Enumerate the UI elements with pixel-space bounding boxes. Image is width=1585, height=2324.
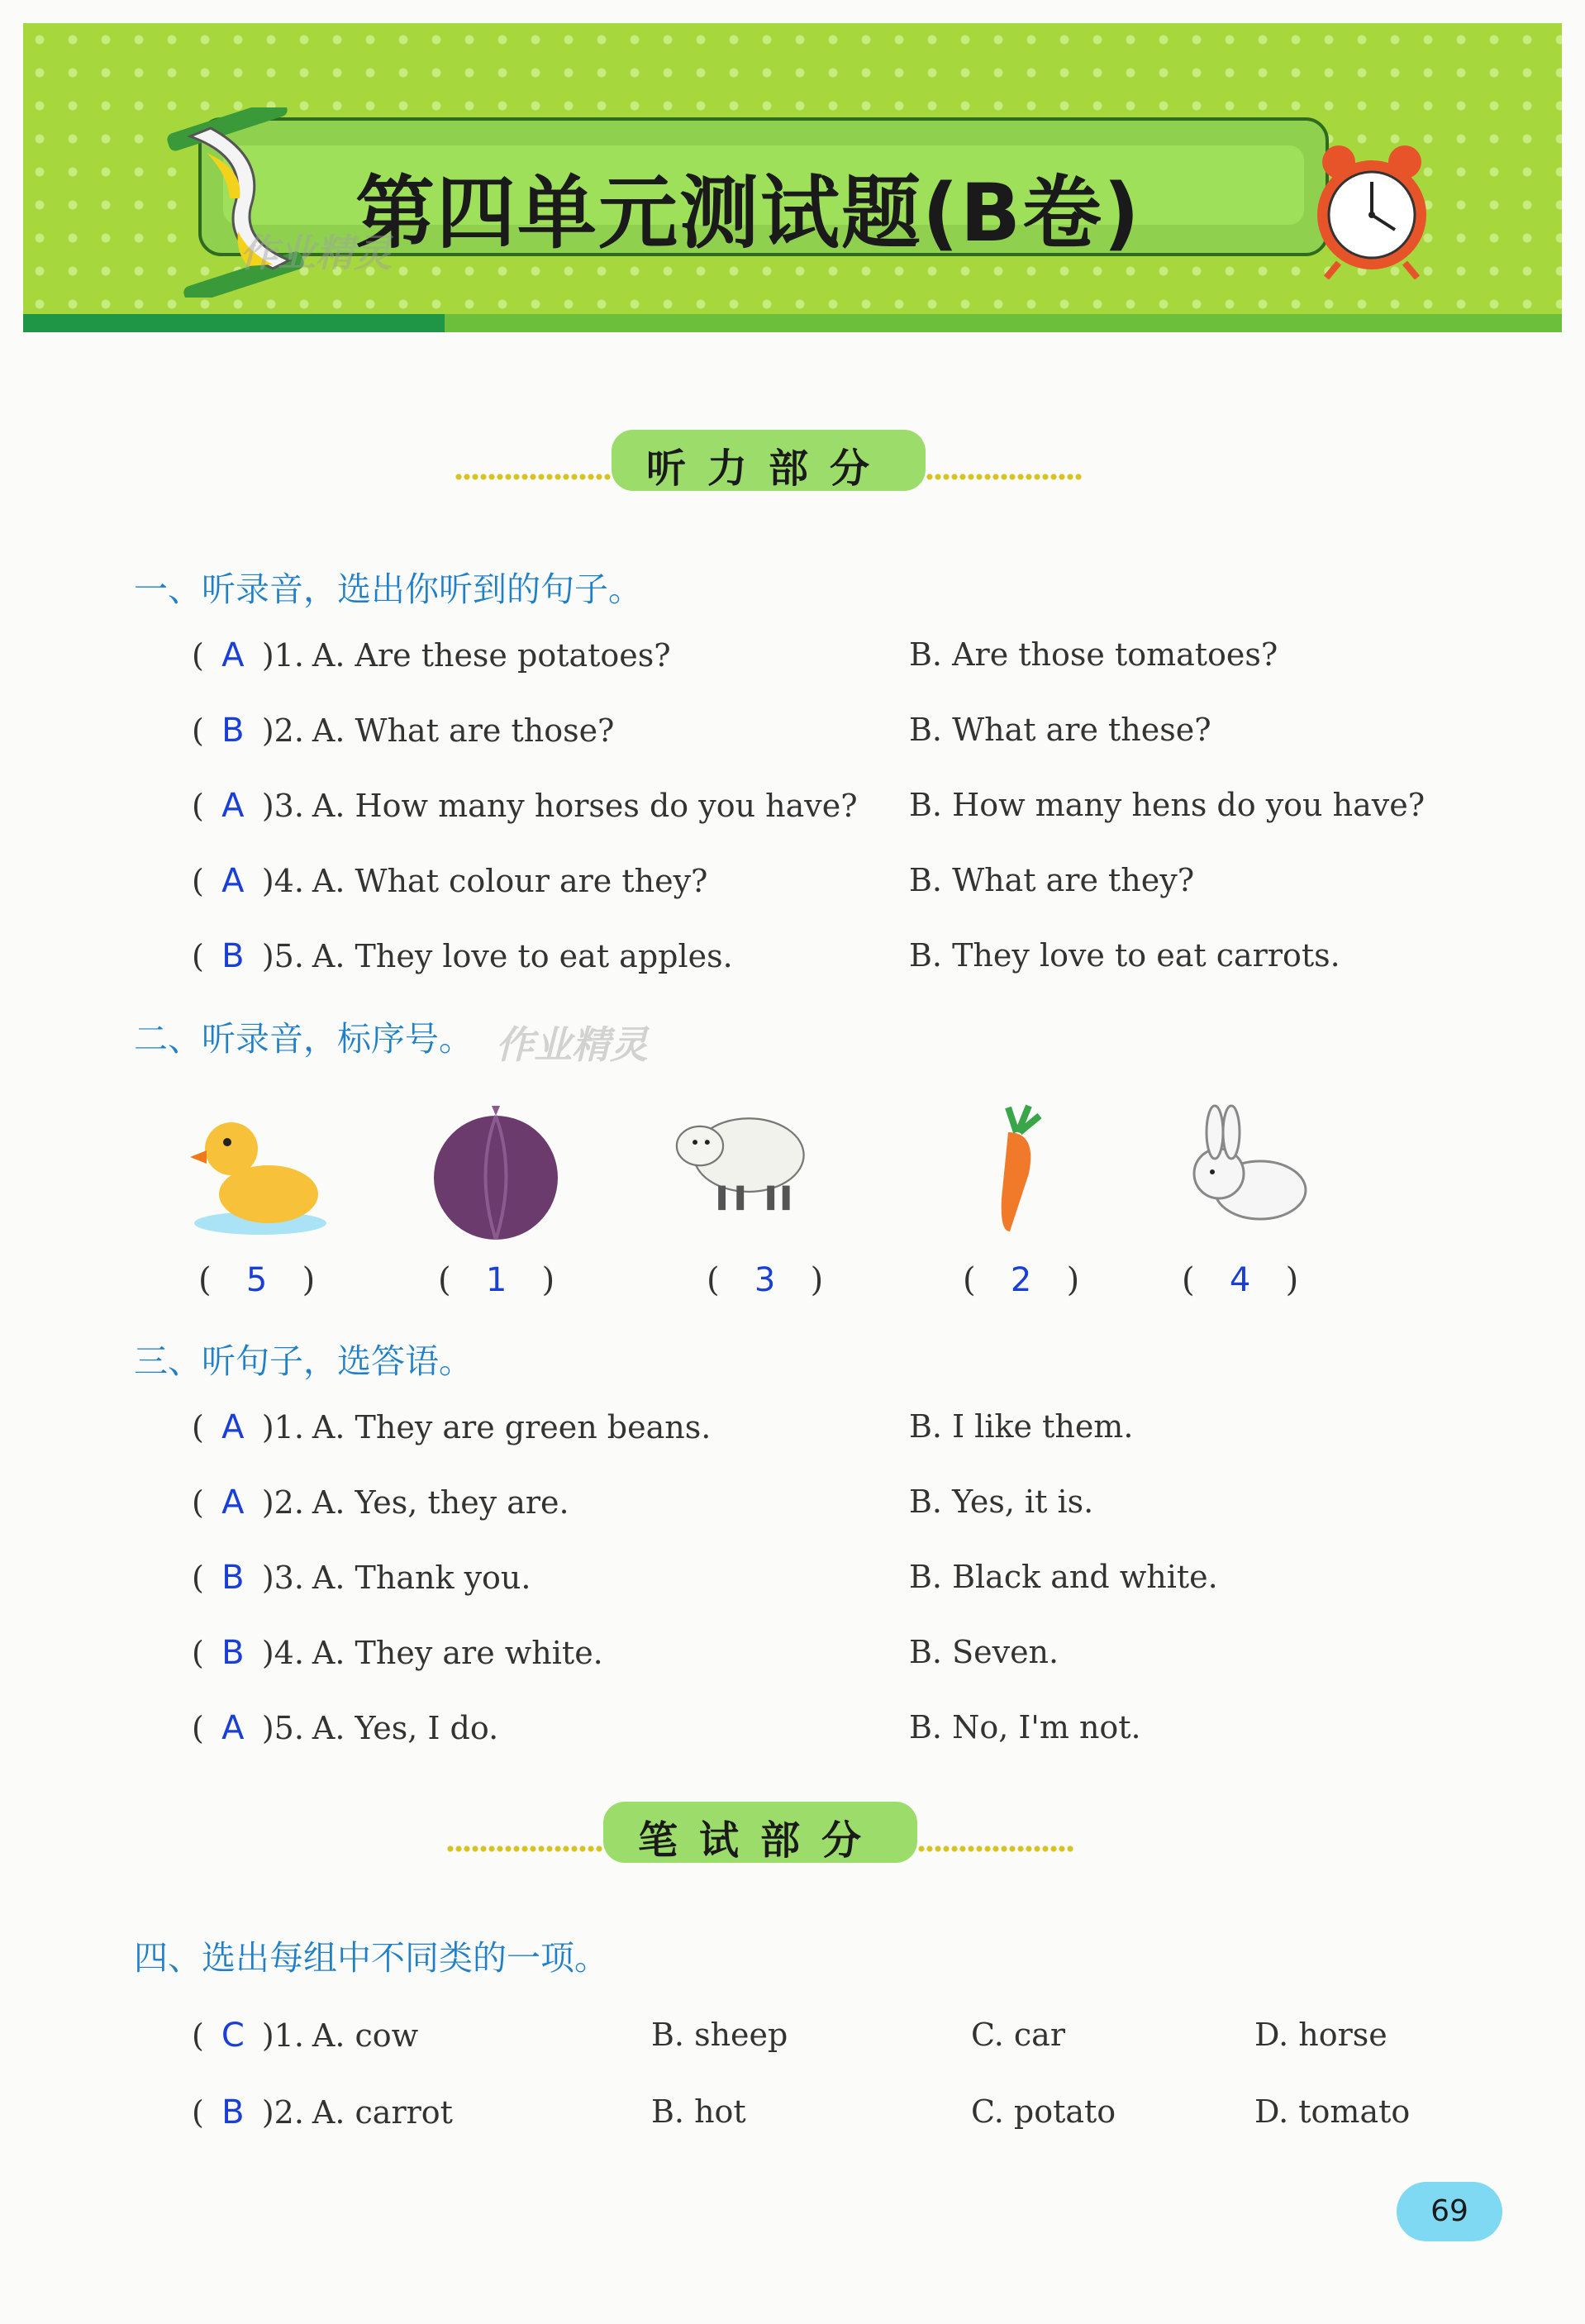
option-a: A. Thank you. [312, 1560, 531, 1596]
writing-banner-label: 笔试部分 [637, 1817, 883, 1864]
option-a: A. They love to eat apples. [312, 938, 733, 974]
answer-number: 3 [754, 1261, 776, 1299]
option-b: B. Are those tomatoes? [909, 636, 1278, 673]
question-number: 4. [274, 1635, 304, 1671]
option-b: B. Yes, it is. [909, 1483, 1094, 1520]
option-c-cell [971, 2017, 1065, 2053]
answer-choice: A [221, 1709, 245, 1747]
answer-choice: C [221, 2017, 245, 2055]
answer-choice: A [221, 787, 245, 825]
option-a: A. carrot [312, 2094, 453, 2131]
question-row: ( A )1. A. Are these potatoes? [192, 636, 671, 674]
sheep-icon [669, 1091, 810, 1231]
option-d: D. horse [1254, 2017, 1387, 2053]
option-b-cell [909, 1559, 1218, 1595]
option-b-cell [909, 712, 1211, 748]
question-row: ( A )5. A. Yes, I do. [192, 1709, 499, 1747]
question-row: ( B )4. A. They are white. [192, 1634, 603, 1672]
question-row: ( B )2. A. What are those? [192, 712, 615, 750]
question-number: 5. [274, 938, 304, 974]
option-b: B. They love to eat carrots. [909, 937, 1340, 974]
option-a: A. Yes, I do. [312, 1710, 499, 1746]
listening-banner-label: 听力部分 [645, 445, 891, 492]
option-a: A. What colour are they? [312, 863, 708, 899]
answer-choice: A [221, 1483, 245, 1522]
watermark: 作业精灵 [496, 1022, 648, 1067]
alarm-clock-icon [1306, 139, 1438, 279]
option-a: A. How many horses do you have? [312, 788, 858, 824]
answer-choice: B [221, 1559, 245, 1597]
question-number: 1. [274, 1409, 304, 1445]
answer-choice: A [221, 862, 245, 900]
question-number: 3. [274, 1560, 304, 1596]
option-b-cell [909, 1709, 1141, 1745]
question-number: 2. [274, 1484, 304, 1521]
question-number: 4. [274, 863, 304, 899]
option-b: B. hot [651, 2093, 746, 2130]
carrot-icon [950, 1099, 1091, 1240]
rabbit-icon [1178, 1099, 1318, 1240]
option-c: C. car [971, 2017, 1065, 2053]
question-row: ( B )2. A. carrot [192, 2093, 453, 2131]
question-row: ( C )1. A. cow [192, 2017, 419, 2055]
option-b-cell [909, 787, 1425, 823]
answer-number: 5 [245, 1261, 268, 1299]
option-b: B. What are they? [909, 862, 1195, 898]
option-d-cell [1254, 2093, 1410, 2130]
option-b-cell [909, 862, 1194, 898]
answer-choice: B [221, 2093, 245, 2131]
answer-choice: A [221, 636, 245, 674]
option-c-cell [971, 2093, 1116, 2130]
option-b-cell [909, 937, 1340, 974]
question-number: 1. [274, 2017, 304, 2054]
answer-choice: B [221, 937, 245, 975]
option-b-cell [651, 2093, 746, 2130]
option-b-cell [651, 2017, 788, 2053]
header-bottom-bar [23, 314, 1562, 332]
question-number: 5. [274, 1710, 304, 1746]
option-a: A. What are those? [312, 712, 615, 749]
writing-section-banner [446, 1802, 1074, 1868]
question-row: ( A )4. A. What colour are they? [192, 862, 708, 900]
duck-icon [186, 1099, 326, 1240]
picture-answer: ( 3 ) [707, 1261, 824, 1299]
question-row: ( A )3. A. How many horses do you have? [192, 787, 858, 825]
picture-answer: ( 1 ) [438, 1261, 555, 1299]
onion-icon [426, 1099, 566, 1240]
option-b: B. How many hens do you have? [909, 787, 1426, 823]
answer-choice: A [221, 1408, 245, 1446]
section1-heading: 一、听录音，选出你听到的句子。 [134, 569, 642, 609]
option-b-cell [909, 1408, 1133, 1445]
picture-answer: ( 2 ) [963, 1261, 1080, 1299]
question-number: 2. [274, 712, 304, 749]
answer-choice: B [221, 1634, 245, 1672]
option-b: B. Seven. [909, 1634, 1059, 1670]
option-b-cell [909, 636, 1278, 673]
page-title: 第四单元测试题(B卷) [355, 167, 1141, 260]
option-a: A. They are white. [312, 1635, 603, 1671]
answer-choice: B [221, 712, 245, 750]
listening-section-banner [455, 430, 1083, 496]
answer-number: 1 [485, 1261, 507, 1299]
watermark: 作业精灵 [240, 231, 392, 275]
option-d: D. tomato [1254, 2093, 1411, 2130]
picture-answer: ( 4 ) [1182, 1261, 1299, 1299]
option-b-cell [909, 1634, 1059, 1670]
section3-heading: 三、听句子，选答语。 [134, 1341, 473, 1381]
answer-number: 4 [1229, 1261, 1251, 1299]
question-number: 3. [274, 788, 304, 824]
question-row: ( A )2. A. Yes, they are. [192, 1483, 569, 1522]
option-b: B. sheep [651, 2017, 788, 2053]
question-row: ( B )5. A. They love to eat apples. [192, 937, 733, 975]
question-number: 2. [274, 2094, 304, 2131]
option-b-cell [909, 1483, 1093, 1520]
question-number: 1. [274, 637, 304, 674]
option-b: B. What are these? [909, 712, 1211, 748]
option-a: A. cow [312, 2017, 419, 2054]
section2-heading: 二、听录音，标序号。 [134, 1019, 473, 1059]
option-b: B. I like them. [909, 1408, 1134, 1445]
option-b: B. Black and white. [909, 1559, 1218, 1595]
option-a: A. They are green beans. [312, 1409, 712, 1445]
option-a: A. Are these potatoes? [312, 637, 671, 674]
question-row: ( A )1. A. They are green beans. [192, 1408, 712, 1446]
option-a: A. Yes, they are. [312, 1484, 569, 1521]
picture-answer: ( 5 ) [198, 1261, 316, 1299]
answer-number: 2 [1010, 1261, 1032, 1299]
option-c: C. potato [971, 2093, 1116, 2130]
option-d-cell [1254, 2017, 1387, 2053]
option-b: B. No, I'm not. [909, 1709, 1141, 1745]
section4-heading: 四、选出每组中不同类的一项。 [134, 1938, 608, 1978]
page-number: 69 [1397, 2182, 1502, 2241]
question-row: ( B )3. A. Thank you. [192, 1559, 531, 1597]
